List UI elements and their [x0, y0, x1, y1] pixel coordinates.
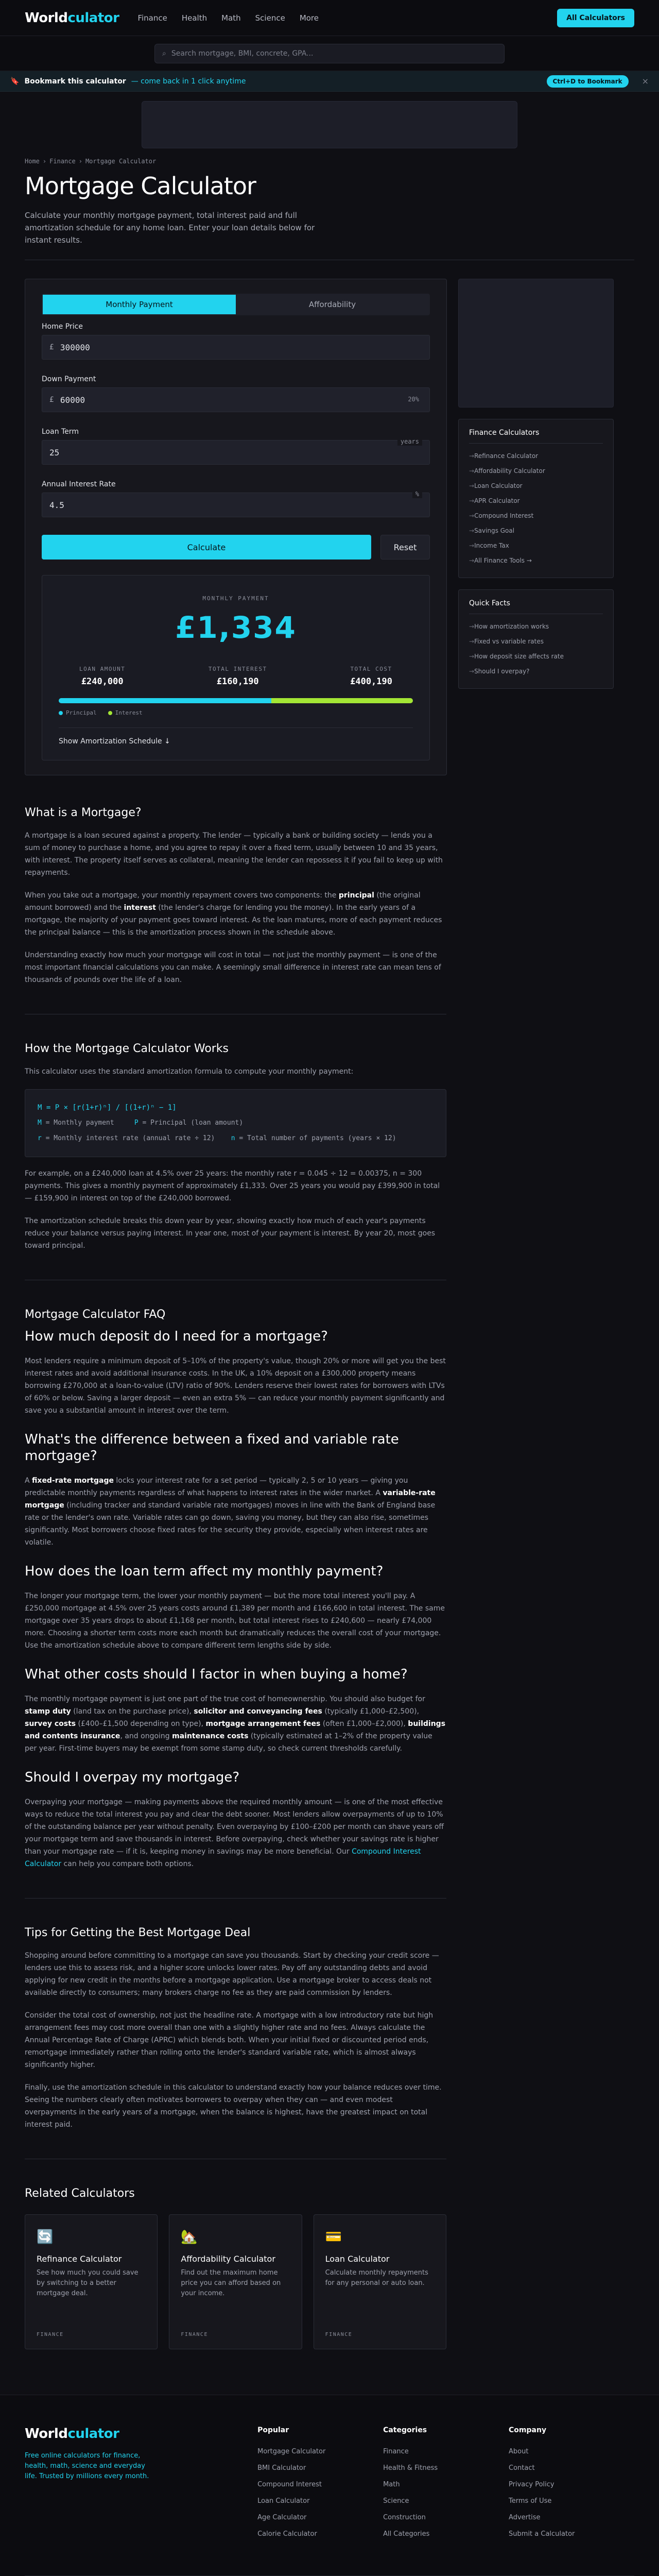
section-heading: Related Calculators: [25, 2187, 135, 2200]
related-card-title: Affordability Calculator: [181, 2254, 275, 2264]
site-logo[interactable]: Worldculator: [25, 10, 119, 26]
interest-dot-icon: [108, 711, 112, 715]
footer-link[interactable]: Finance: [383, 2448, 409, 2455]
formula-legend: M = Monthly payment P = Principal (loan amount): [38, 1119, 244, 1127]
footer-link[interactable]: Math: [383, 2481, 400, 2488]
footer-link[interactable]: Submit a Calculator: [509, 2530, 575, 2538]
footer-grid: [25, 2426, 634, 2543]
footer-link[interactable]: Terms of Use: [509, 2497, 552, 2505]
related-card-desc: See how much you could save by switching to a better mortgage deal.: [37, 2269, 138, 2297]
sidebar-link[interactable]: → How amortization works: [469, 619, 603, 634]
bookmark-subtitle: — come back in 1 click anytime: [131, 77, 246, 86]
loan-term-box: [42, 440, 430, 465]
bookmark-button[interactable]: Ctrl+D to Bookmark: [547, 75, 629, 88]
sidebar-link[interactable]: → How deposit size affects rate: [469, 649, 603, 664]
bookmark-banner: [0, 71, 659, 92]
sidebar-link[interactable]: → Compound Interest: [469, 509, 603, 523]
interest-rate-unit: %: [412, 490, 422, 498]
footer-link[interactable]: Advertise: [509, 2514, 541, 2521]
footer-tagline: Free online calculators for finance, health, math, science and everyday life. Trusted by millions every month.: [25, 2452, 149, 2480]
footer-link[interactable]: About: [509, 2448, 529, 2455]
footer-col-title: Popular: [257, 2426, 289, 2434]
footer-link[interactable]: Calorie Calculator: [257, 2530, 317, 2538]
finance-calculators-title: Finance Calculators: [469, 429, 540, 437]
total-cost-stat: [350, 666, 392, 687]
related-section: [25, 2159, 446, 2349]
top-navbar: [0, 0, 659, 36]
faq-question: How much deposit do I need for a mortgage?: [25, 1329, 328, 1344]
credit-card-icon: 💳: [325, 2229, 342, 2245]
footer-link[interactable]: Privacy Policy: [509, 2481, 554, 2488]
tab-affordability[interactable]: Affordability: [308, 300, 356, 309]
formula: M = P × [r(1+r)ⁿ] / [(1+r)ⁿ − 1]: [38, 1104, 177, 1112]
breadcrumb-separator: ›: [78, 158, 82, 165]
footer-col-company: [509, 2426, 634, 2543]
formula-box: [25, 1089, 446, 1157]
all-calculators-button[interactable]: All Calculators: [557, 9, 634, 27]
faq-answer: Most lenders require a minimum deposit of 5–10% of the property's value, though 20% or more will get you the best interest rates and avoid additional insurance costs. In the UK, a 10% deposit on a £300,000 property means borrowing £270,000 at a loan-to-value (LTV) ratio of 90%. Lenders reserve their lowest rates for borrowers with LTVs of 60% or below. Saving a larger deposit — even an extra 5% — can reduce your monthly payment significantly and save you a substantial amount in interest over the term.: [25, 1357, 446, 1415]
footer-link[interactable]: Health & Fitness: [383, 2464, 438, 2472]
interest-rate-field: [42, 480, 430, 517]
close-icon[interactable]: ×: [641, 76, 649, 86]
related-card-loan[interactable]: [314, 2214, 446, 2349]
total-interest-label: TOTAL INTEREST: [208, 666, 267, 672]
sidebar-link[interactable]: → APR Calculator: [469, 494, 603, 509]
sidebar-link[interactable]: → Should I overpay?: [469, 664, 603, 679]
nav-science[interactable]: Science: [255, 13, 285, 23]
loan-amount-stat: [79, 666, 125, 687]
monthly-payment-value: £1,334: [175, 610, 297, 645]
paragraph: A mortgage is a loan secured against a property. The lender — typically a bank or building society — lends you a sum of money to purchase a home, and you agree to repay it over a fixed term, usually between 10 and 35 years, with interest. The property itself serves as collateral, meaning the lender can repossess it if you fail to keep up with repayments.: [25, 832, 443, 877]
footer-link[interactable]: Mortgage Calculator: [257, 2448, 326, 2455]
search-icon: ⌕: [162, 49, 166, 58]
home-price-label: Home Price: [42, 323, 83, 331]
how-it-works-section: [25, 1014, 446, 1280]
finance-calculators-card: [458, 419, 614, 578]
principal-segment: [59, 698, 271, 703]
footer-link[interactable]: Age Calculator: [257, 2514, 307, 2521]
related-card-desc: Find out the maximum home price you can afford based on your income.: [181, 2269, 281, 2297]
breadcrumb-finance[interactable]: Finance: [49, 158, 76, 165]
nav-finance[interactable]: Finance: [137, 13, 167, 23]
ad-banner: [142, 101, 517, 148]
what-is-mortgage-section: [25, 775, 446, 1014]
divider: [469, 443, 603, 444]
nav-health[interactable]: Health: [181, 13, 207, 23]
paragraph: The amortization schedule breaks this down year by year, showing exactly how much of each year's payments reduce your balance versus paying interest. In year one, most of your payment is interest. By year 20, most goes toward principal.: [25, 1217, 436, 1250]
page-title: Mortgage Calculator: [25, 172, 256, 200]
interest-rate-label: Annual Interest Rate: [42, 480, 116, 488]
result-panel: [42, 575, 430, 760]
sidebar-ad: [458, 279, 614, 408]
footer-link[interactable]: Compound Interest: [257, 2481, 322, 2488]
total-cost-label: TOTAL COST: [350, 666, 392, 672]
breadcrumb: [0, 148, 659, 165]
footer-link[interactable]: Contact: [509, 2464, 535, 2472]
section-heading: Mortgage Calculator FAQ: [25, 1308, 166, 1321]
bar-legend: [59, 709, 413, 716]
footer-col-popular: [257, 2426, 383, 2543]
page-hero: [0, 165, 659, 246]
paragraph: Consider the total cost of ownership, not just the headline rate. A mortgage with a low introductory rate but high arrangement fees may cost more overall than one with a slightly higher rate and no fees. Always calculate the Annual Percentage Rate of Charge (APRC) which blends both. When your initial fixed or discounted period ends, remortgage immediately rather than rolling onto the lender's standard variable rate, which is almost always significantly higher.: [25, 2011, 433, 2069]
currency-prefix: £: [49, 343, 54, 351]
calculate-button[interactable]: Calculate: [42, 535, 371, 560]
sidebar-link[interactable]: → Refinance Calculator: [469, 449, 603, 464]
down-payment-field: [42, 375, 430, 412]
faq-question: Should I overpay my mortgage?: [25, 1770, 240, 1785]
calculator-tabs: [42, 294, 430, 315]
footer-col-title: Company: [509, 2426, 547, 2434]
loan-term-input[interactable]: [49, 448, 422, 457]
section-heading: How the Mortgage Calculator Works: [25, 1042, 229, 1055]
down-payment-input[interactable]: [60, 395, 422, 405]
sidebar-link[interactable]: → All Finance Tools →: [469, 553, 603, 568]
paragraph: When you take out a mortgage, your monthly repayment covers two components: the principal (the original amount borrowed) and the interest (the lender's charge for lending you the money). In the early years of a mortgage, the majority of your payment goes toward interest. As the loan matures, more of each payment reduces the principal balance — this is the amortization process shown in the schedule above.: [25, 891, 442, 937]
home-price-field: [42, 323, 430, 360]
down-payment-label: Down Payment: [42, 375, 96, 383]
related-card-tag: FINANCE: [325, 2332, 353, 2337]
sidebar-link[interactable]: → Income Tax: [469, 538, 603, 553]
home-price-box: [42, 335, 430, 360]
search-input[interactable]: [171, 49, 497, 58]
bookmark-icon: 🔖: [10, 77, 20, 86]
bookmark-title: Bookmark this calculator: [24, 77, 126, 86]
calculator-actions: [42, 535, 430, 560]
total-cost-value: £400,190: [350, 676, 392, 687]
legend-principal-label: Principal: [66, 709, 97, 716]
section-heading: What is a Mortgage?: [25, 806, 142, 819]
sidebar-link[interactable]: → Affordability Calculator: [469, 464, 603, 479]
sidebar: [458, 279, 614, 775]
paragraph: Shopping around before committing to a mortgage can save you thousands. Start by checking your credit score — lenders use this to assess risk, and a higher score unlocks lower rates. Pay off any outstanding debts and avoid applying for new credit in the months before a mortgage application. Use a mortgage broker to access deals not available directly to consumers; many brokers charge no fee as they are paid commission by lenders.: [25, 1952, 439, 1997]
compound-interest-link[interactable]: Compound Interest Calculator: [25, 1848, 421, 1868]
loan-term-field: [42, 428, 430, 465]
sidebar-link[interactable]: → Loan Calculator: [469, 479, 603, 494]
footer-col-categories: [383, 2426, 509, 2543]
nav-more[interactable]: More: [299, 13, 319, 23]
down-payment-percent: 20%: [408, 396, 419, 403]
tips-section: [25, 1899, 446, 2159]
legend-interest-label: Interest: [115, 709, 143, 716]
breadcrumb-separator: ›: [42, 158, 47, 165]
loan-amount-value: £240,000: [81, 676, 124, 687]
calculator-column: [25, 279, 447, 775]
monthly-payment-label: MONTHLY PAYMENT: [202, 595, 269, 602]
search-bar-row: [0, 36, 659, 71]
section-heading: Tips for Getting the Best Mortgage Deal: [25, 1926, 251, 1939]
search-box: [154, 44, 505, 63]
footer-link[interactable]: Science: [383, 2497, 409, 2505]
reset-button[interactable]: Reset: [380, 535, 430, 560]
breadcrumb-current: Mortgage Calculator: [85, 158, 157, 165]
quick-facts-title: Quick Facts: [469, 599, 510, 607]
faq-answer: A fixed-rate mortgage locks your interest rate for a set period — typically 2, 5 or 10 years — giving you predictable monthly payments regardless of what happens to interest rates in the wider market. A variable-rate mortgage (including tracker and standard variable rate mortgages) moves in line with the Bank of England base rate or the lender's own rate. Variable rates can go down, saving you money, but they can also rise, sometimes significantly. Most borrowers choose fixed rates for the security they provide, especially when interest rates are volatile.: [25, 1477, 436, 1547]
quick-facts-card: [458, 589, 614, 689]
paragraph: For example, on a £240,000 loan at 4.5% over 25 years: the monthly rate r = 0.045 ÷ 12 = 0.00375, n = 300 payments. This gives a monthly payment of approximately £1,333. Over 25 years you would pay £399,900 in total — £159,900 in interest on top of the £240,000 borrowed.: [25, 1170, 440, 1202]
paragraph: Finally, use the amortization schedule in this calculator to understand exactly how your balance reduces over time. Seeing the numbers clearly often motivates borrowers to overpay when they can — and even modest overpayments in the early years of a mortgage, when the balance is highest, have the greatest impact on total interest paid.: [25, 2083, 442, 2129]
faq-question: What's the difference between a fixed and variable rate mortgage?: [25, 1432, 399, 1464]
sidebar-link[interactable]: → Savings Goal: [469, 523, 603, 538]
total-interest-value: £160,190: [216, 676, 259, 687]
faq-answer: Overpaying your mortgage — making payments above the required monthly amount — is one of the most effective ways to reduce the total interest you pay and clear the debt sooner. Most lenders allow overpayments of up to 10% of the outstanding balance per year without penalty. Even overpaying by £100–£200 per month can shave years off your mortgage term and save thousands in interest. Before overpaying, check whether your savings rate is higher than your mortgage rate — if it is, keeping money in savings may be more beneficial. Our Compound Interest Calculator can help you compare both options.: [25, 1798, 444, 1868]
interest-segment: [271, 698, 413, 703]
home-price-input[interactable]: [60, 343, 422, 352]
faq-answer: The longer your mortgage term, the lower your monthly payment — but the more total interest you'll pay. A £250,000 mortgage at 4.5% over 25 years costs around £1,389 per month and £166,600 in total interest. The same mortgage over 35 years drops to about £1,168 per month, but total interest rises to £240,600 — nearly £74,000 more. Choosing a shorter term costs more each month but dramatically reduces the overall cost of your mortgage. Use the amortization schedule above to compare different term lengths side by side.: [25, 1592, 445, 1650]
related-card-refinance[interactable]: [25, 2214, 158, 2349]
calculator-card: [25, 279, 447, 775]
refresh-icon: 🔄: [37, 2229, 54, 2245]
tab-monthly-payment[interactable]: Monthly Payment: [43, 295, 236, 314]
paragraph: This calculator uses the standard amortization formula to compute your monthly payment:: [25, 1067, 354, 1076]
house-icon: 🏡: [181, 2229, 198, 2245]
loan-term-unit: years: [397, 437, 422, 446]
loan-amount-label: LOAN AMOUNT: [79, 666, 126, 672]
breadcrumb-home[interactable]: Home: [25, 158, 40, 165]
footer-link[interactable]: All Categories: [383, 2530, 430, 2538]
related-card-title: Refinance Calculator: [37, 2254, 122, 2264]
faq-question: What other costs should I factor in when buying a home?: [25, 1667, 408, 1682]
formula-legend: r = Monthly interest rate (annual rate ÷ 12) n = Total number of payments (years × 12): [38, 1134, 396, 1142]
page-intro: Calculate your monthly mortgage payment, total interest paid and full amortization schedule for any home loan. Enter your loan details below for instant results.: [25, 211, 315, 245]
footer-col-title: Categories: [383, 2426, 427, 2434]
legend-interest: [108, 709, 143, 716]
result-stats: [59, 666, 413, 687]
amortization-toggle[interactable]: Show Amortization Schedule ↓: [59, 727, 413, 745]
loan-term-label: Loan Term: [42, 428, 79, 436]
footer-logo[interactable]: Worldculator: [25, 2426, 119, 2442]
related-card-tag: FINANCE: [37, 2332, 64, 2337]
faq-answer: The monthly mortgage payment is just one part of the true cost of homeownership. You should also budget for stamp duty (land tax on the purchase price), solicitor and conveyancing fees (typically £1,000–£2,500), survey costs (£400–£1,500 depending on type), mortgage arrangement fees (often £1,000–£2,000), buildings and contents insurance, and ongoing maintenance costs (typically estimated at 1–2% of the property value per year. First-time buyers may be exempt from some stamp duty, so check current thresholds carefully.: [25, 1695, 446, 1753]
related-card-affordability[interactable]: [169, 2214, 302, 2349]
footer-link[interactable]: Loan Calculator: [257, 2497, 310, 2505]
principal-dot-icon: [59, 711, 63, 715]
sidebar-link[interactable]: → Fixed vs variable rates: [469, 634, 603, 649]
total-interest-stat: [209, 666, 267, 687]
interest-rate-input[interactable]: [49, 500, 422, 510]
legend-principal: [59, 709, 97, 716]
footer-brand: [25, 2426, 257, 2543]
content-grid: [0, 260, 659, 775]
paragraph: Understanding exactly how much your mortgage will cost in total — not just the monthly payment — is one of the most important financial calculations you can make. A seemingly small difference in interest rate can mean tens of thousands of pounds over the life of a loan.: [25, 951, 441, 984]
related-cards: [25, 2214, 446, 2349]
down-payment-box: [42, 387, 430, 412]
footer-link[interactable]: Construction: [383, 2514, 426, 2521]
currency-prefix: £: [49, 396, 54, 404]
interest-rate-box: [42, 490, 430, 517]
main-nav: [137, 11, 319, 25]
related-card-title: Loan Calculator: [325, 2254, 390, 2264]
nav-math[interactable]: Math: [221, 13, 241, 23]
principal-interest-bar: [59, 698, 413, 703]
article: [0, 775, 471, 2349]
site-footer: [0, 2395, 659, 2576]
related-card-tag: FINANCE: [181, 2332, 208, 2337]
footer-link[interactable]: BMI Calculator: [257, 2464, 306, 2472]
faq-section: [25, 1280, 446, 1899]
faq-question: How does the loan term affect my monthly payment?: [25, 1564, 384, 1579]
related-card-desc: Calculate monthly repayments for any personal or auto loan.: [325, 2269, 428, 2287]
